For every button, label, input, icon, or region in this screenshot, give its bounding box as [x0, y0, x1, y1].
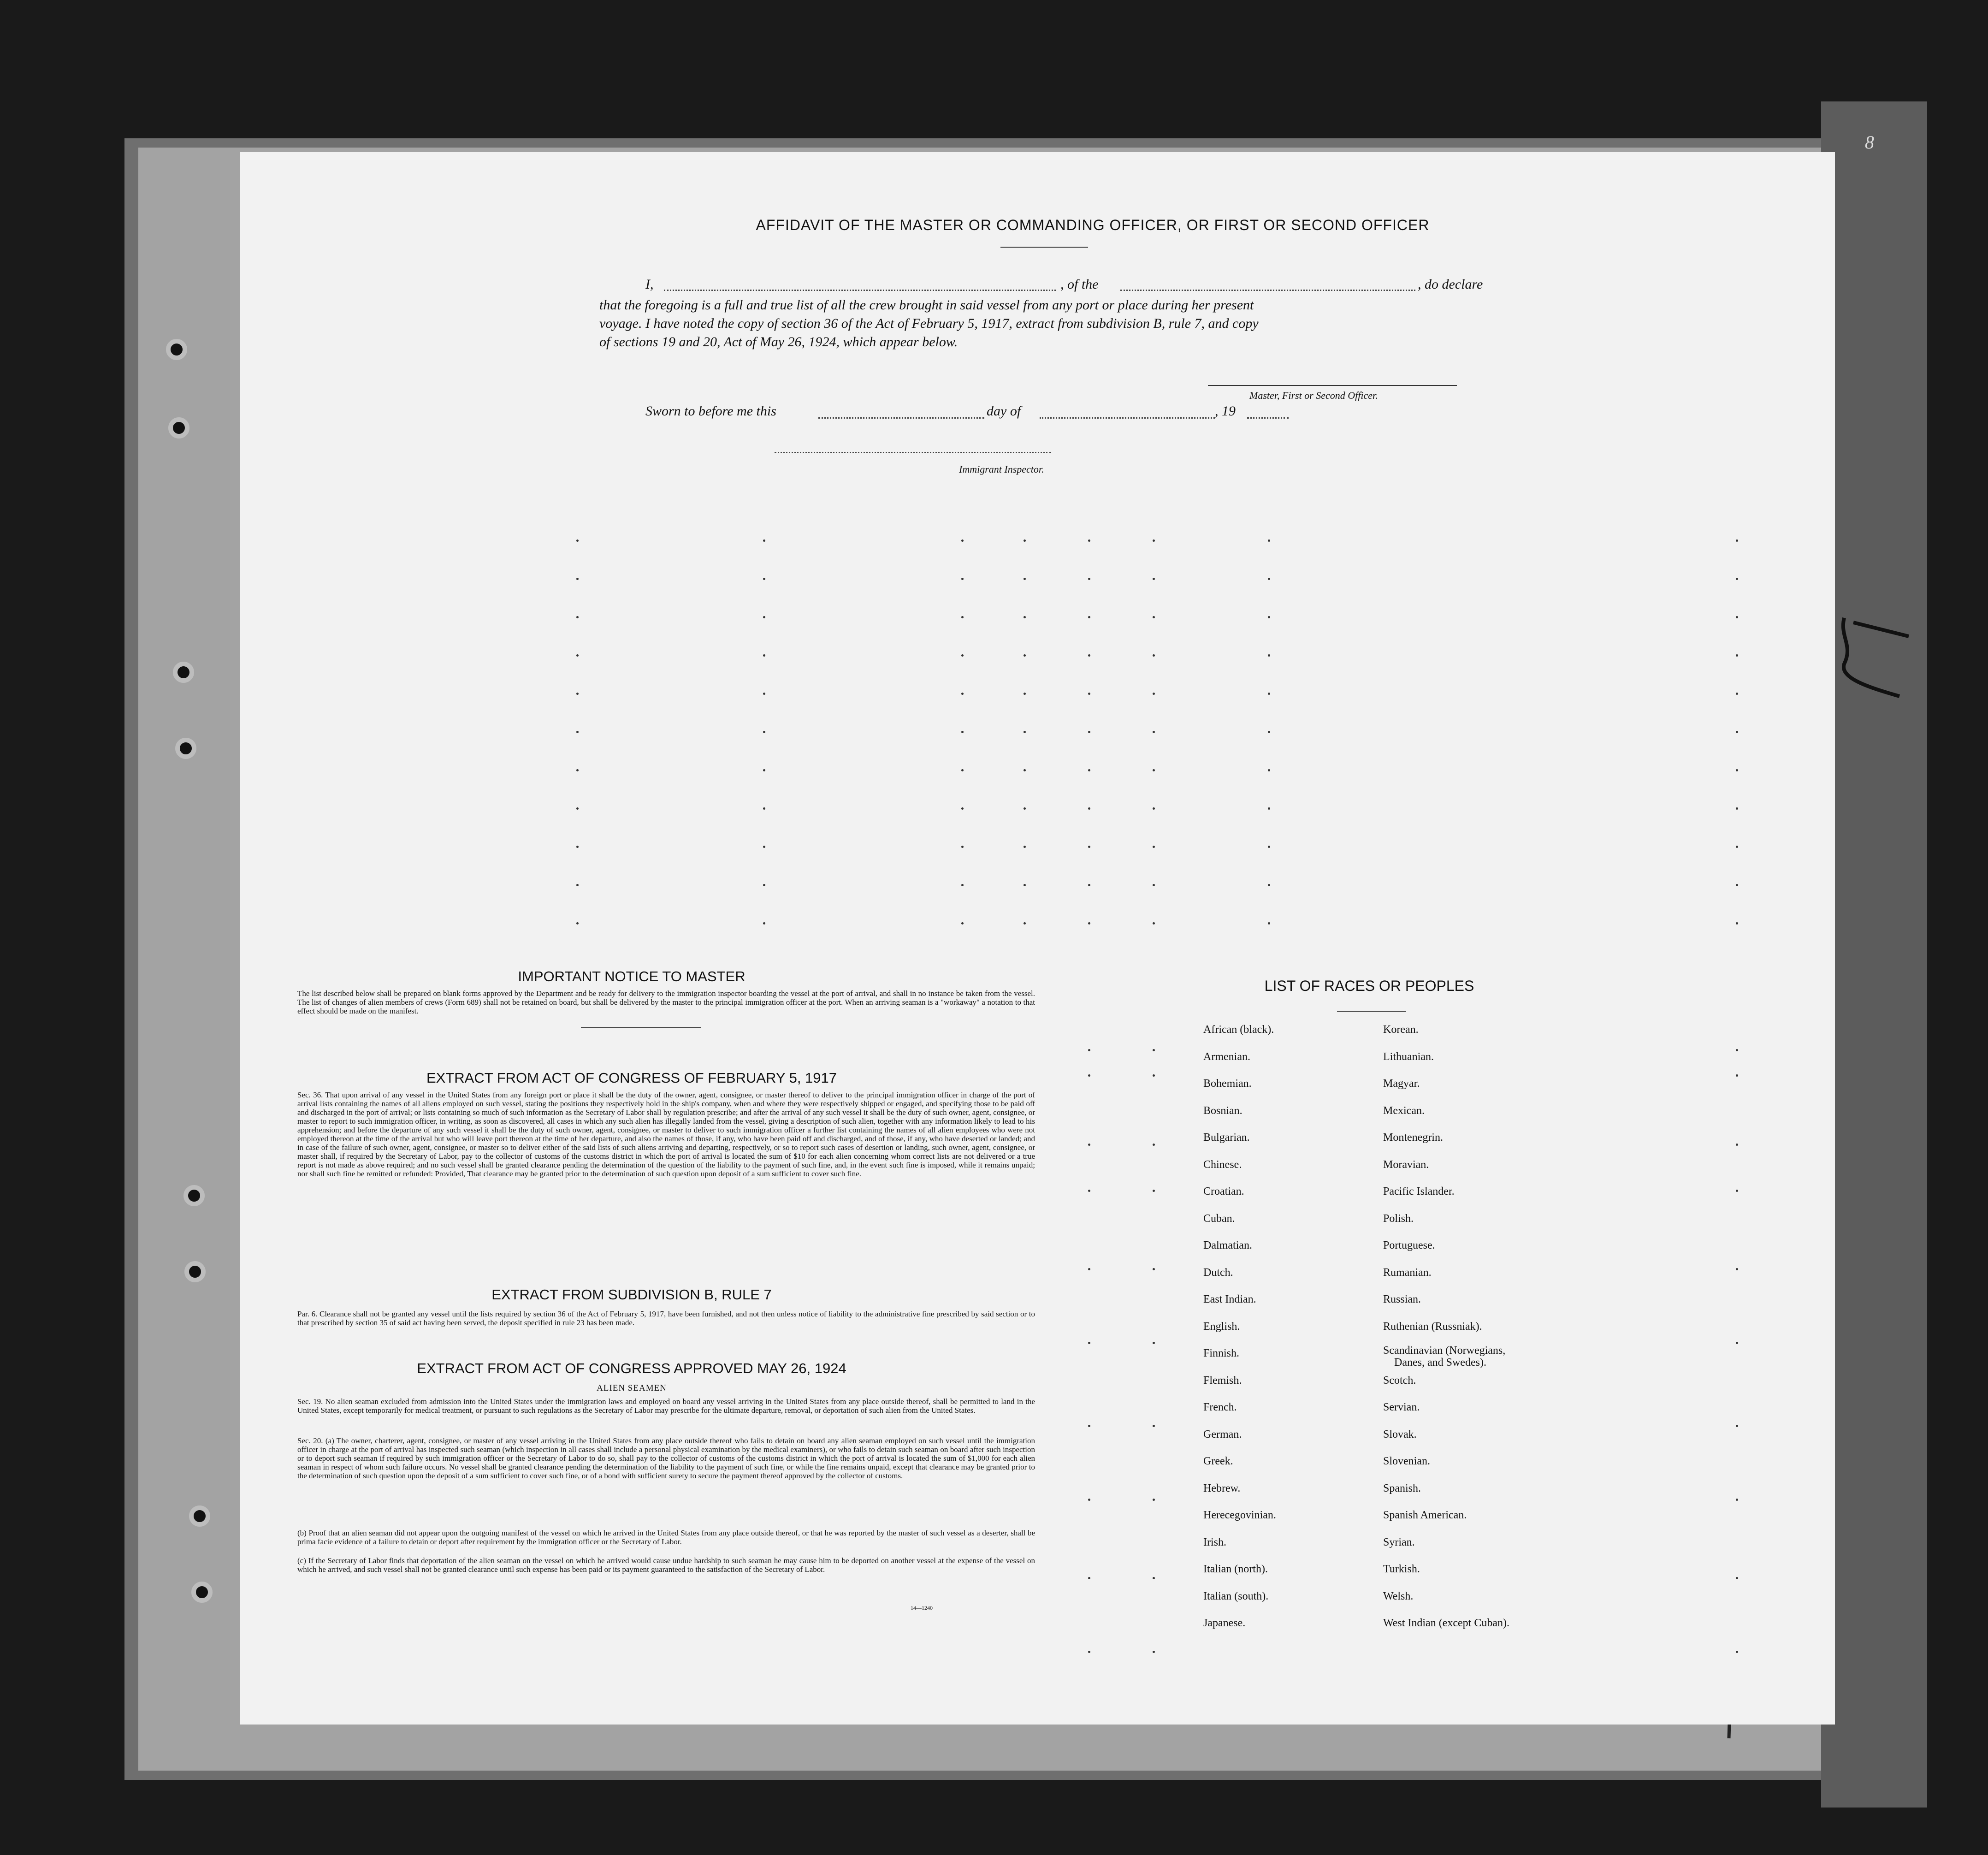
guide-dot	[1736, 846, 1738, 848]
day-blank[interactable]	[818, 417, 984, 419]
race-item: Chinese.	[1203, 1158, 1242, 1171]
race-item: Flemish.	[1203, 1374, 1242, 1387]
punch-hole	[191, 1582, 213, 1603]
guide-dot	[1153, 884, 1155, 886]
guide-dot	[576, 884, 579, 886]
guide-dot	[763, 846, 765, 848]
race-item: Scotch.	[1383, 1374, 1416, 1387]
guide-dot	[961, 769, 964, 771]
race-item: Spanish.	[1383, 1482, 1421, 1494]
side-strip	[1821, 101, 1927, 1808]
guide-dot	[1024, 539, 1026, 542]
race-item: Cuban.	[1203, 1212, 1235, 1225]
race-item: Dutch.	[1203, 1266, 1233, 1279]
guide-dot	[1024, 922, 1026, 925]
sworn-text: Sworn to before me this	[645, 403, 776, 419]
guide-dot	[576, 769, 579, 771]
race-item: Italian (south).	[1203, 1590, 1269, 1602]
race-item: West Indian (except Cuban).	[1383, 1617, 1509, 1629]
race-item: Ruthenian (Russniak).	[1383, 1320, 1482, 1333]
guide-dot	[1153, 1342, 1155, 1344]
guide-dot	[961, 884, 964, 886]
punch-hole	[189, 1505, 210, 1527]
guide-dot	[1088, 1342, 1090, 1344]
vessel-blank[interactable]	[1120, 290, 1415, 291]
guide-dot	[576, 922, 579, 925]
guide-dot	[1736, 922, 1738, 925]
extract-1924-heading: EXTRACT FROM ACT OF CONGRESS APPROVED MAY 26, 1924	[417, 1360, 846, 1376]
guide-dot	[576, 846, 579, 848]
races-heading: LIST OF RACES OR PEOPLES	[1264, 978, 1474, 994]
guide-dot	[1024, 654, 1026, 657]
year-text: , 19	[1215, 403, 1236, 419]
guide-dot	[961, 654, 964, 657]
guide-dot	[1268, 578, 1270, 580]
guide-dot	[1024, 846, 1026, 848]
affidavit-title: AFFIDAVIT OF THE MASTER OR COMMANDING OFFICER, OR FIRST OR SECOND OFFICER	[756, 217, 1430, 233]
race-item: Montenegrin.	[1383, 1132, 1443, 1144]
inspector-signature-line[interactable]	[775, 452, 1051, 453]
race-item: Syrian.	[1383, 1536, 1415, 1548]
guide-dot	[1088, 616, 1090, 618]
guide-dot	[1088, 1190, 1090, 1192]
races-list	[1203, 1024, 1757, 1629]
race-item: Portuguese.	[1383, 1239, 1435, 1251]
punch-hole	[166, 339, 187, 360]
race-item: Magyar.	[1383, 1078, 1420, 1090]
day-of-text: day of	[987, 403, 1021, 419]
guide-dot	[1088, 1499, 1090, 1501]
month-blank[interactable]	[1040, 417, 1215, 419]
guide-dot	[1088, 884, 1090, 886]
declaration-body: that the foregoing is a full and true list of all the crew brought in said vessel from any port or place during her present	[599, 297, 1254, 313]
guide-dot	[1088, 1268, 1090, 1270]
guide-dot	[1736, 769, 1738, 771]
guide-dot	[961, 539, 964, 542]
punch-hole	[173, 662, 194, 683]
race-item: Servian.	[1383, 1401, 1420, 1413]
extract-1917-heading: EXTRACT FROM ACT OF CONGRESS OF FEBRUARY 5, 1917	[426, 1070, 837, 1086]
race-item: Pacific Islander.	[1383, 1185, 1455, 1197]
guide-dot	[1153, 654, 1155, 657]
guide-dot	[1088, 1074, 1090, 1077]
race-item: Slovak.	[1383, 1428, 1417, 1440]
guide-dot	[1736, 578, 1738, 580]
signature-line[interactable]	[1208, 385, 1457, 386]
guide-dot	[763, 731, 765, 733]
punch-hole	[168, 417, 189, 439]
guide-dot	[1736, 731, 1738, 733]
race-item: Herecegovinian.	[1203, 1509, 1276, 1521]
guide-dot	[763, 922, 765, 925]
guide-dot	[1088, 1651, 1090, 1653]
sec19-text: Sec. 19. No alien seaman excluded from admission into the United States under the immigration laws and employed on board any vessel arriving in the United States from any place outside thereof, shall be permitted to land in the United States, except temporarily for medical treatment, or pursuant to such regulations as the Secretary of Labor may prescribe for the ultimate departure, removal, or deportation of such alien from the United States.	[297, 1397, 1035, 1415]
guide-dot	[763, 693, 765, 695]
guide-dot	[1088, 654, 1090, 657]
guide-dot	[763, 884, 765, 886]
guide-dot	[1268, 922, 1270, 925]
declaration-declare: , do declare	[1418, 277, 1483, 292]
guide-dot	[1153, 1499, 1155, 1501]
race-item: Japanese.	[1203, 1617, 1246, 1629]
guide-dot	[1736, 884, 1738, 886]
race-item: Lithuanian.	[1383, 1050, 1434, 1063]
declaration-i: I,	[645, 277, 654, 292]
guide-dot	[1088, 846, 1090, 848]
guide-dot	[1024, 769, 1026, 771]
guide-dot	[1024, 807, 1026, 810]
punch-hole	[175, 738, 196, 759]
divider	[1000, 247, 1088, 248]
race-item: Spanish American.	[1383, 1509, 1467, 1521]
guide-dot	[1153, 578, 1155, 580]
guide-dot	[1153, 693, 1155, 695]
guide-dot	[961, 846, 964, 848]
guide-dot	[961, 693, 964, 695]
guide-dot	[1268, 846, 1270, 848]
guide-dot	[576, 539, 579, 542]
year-blank[interactable]	[1247, 417, 1289, 419]
race-item: Rumanian.	[1383, 1266, 1432, 1279]
guide-dot	[1088, 807, 1090, 810]
notice-heading: IMPORTANT NOTICE TO MASTER	[518, 968, 746, 984]
guide-dot	[1024, 616, 1026, 618]
guide-dot	[1088, 731, 1090, 733]
guide-dot	[961, 616, 964, 618]
punch-hole	[184, 1261, 206, 1282]
guide-dot	[1736, 616, 1738, 618]
guide-dot	[1088, 578, 1090, 580]
guide-dot	[1088, 922, 1090, 925]
guide-dot	[1153, 1049, 1155, 1051]
guide-dot	[763, 807, 765, 810]
race-item: Bohemian.	[1203, 1078, 1252, 1090]
guide-dot	[1153, 1190, 1155, 1192]
guide-dot	[1024, 731, 1026, 733]
extract-1917-text: Sec. 36. That upon arrival of any vessel in the United States from any foreign port or place it shall be the duty of the owner, agent, consignee, or master thereof to deliver to the principal immigration officer in charge of the port of arrival lists containing the names of all aliens employed on such vessel, stating the positions they respectively hold in the ship's company, when and where they were respectively shipped or engaged, and specifying those to be paid off and discharged in the port of arrival; or lists containing so much of such information as the Secretary of Labor shall by regulation prescribe; and after the arrival of any such vessel it shall be the duty of such owner, agent, consignee, or master to report to such immigration officer, in writing, as soon as discovered, all cases in which any such alien has illegally landed from the vessel, giving a description of such alien, together with any information likely to lead to his apprehension; and before the departure of any such vessel it shall be the duty of such owner, agent, consignee, or master to deliver to such immigration officer a further list containing the names of all alien employees who were not employed thereon at the time of the arrival but who will leave port thereon at the time of her departure, and also the names of those, if any, who have been paid off and discharged, and of those, if any, who have deserted or landed; and in case of the failure of such owner, agent, consignee, or master so to deliver either of the said lists of such aliens arriving and departing, respectively, or so to report such cases of desertion or landing, such owner, agent, consignee, or master shall, if required by the Secretary of Labor, pay to the collector of customs of the customs district in which the port of arrival is located the sum of $10 for each alien concerning whom correct lists are not delivered or a true report is not made as above required; and no such vessel shall be granted clearance pending the determination of the question of the liability to the payment of such fine, and, in the event such fine is imposed, while it remains unpaid; nor shall such fine be remitted or refunded: Provided, That clearance may be granted prior to the determination of such question upon deposit of a sum sufficient to cover such fine.	[297, 1090, 1035, 1178]
guide-dot	[1153, 807, 1155, 810]
declaration-body: of sections 19 and 20, Act of May 26, 1924, which appear below.	[599, 334, 958, 350]
form-number: 14—1240	[911, 1605, 933, 1611]
guide-dot	[1024, 884, 1026, 886]
subdivision-b-heading: EXTRACT FROM SUBDIVISION B, RULE 7	[491, 1286, 772, 1303]
manifest-sheet	[240, 152, 1835, 1725]
guide-dot	[1153, 846, 1155, 848]
guide-dot	[1024, 578, 1026, 580]
divider	[1337, 1011, 1406, 1012]
guide-dot	[1088, 693, 1090, 695]
guide-dot	[1153, 616, 1155, 618]
guide-dot	[961, 922, 964, 925]
guide-dot	[1088, 1425, 1090, 1427]
guide-dot	[1153, 539, 1155, 542]
guide-dot	[961, 807, 964, 810]
guide-dot	[763, 616, 765, 618]
guide-dot	[1088, 1577, 1090, 1579]
guide-dot	[1153, 1577, 1155, 1579]
guide-dot	[763, 769, 765, 771]
guide-dot	[1268, 616, 1270, 618]
race-item: Moravian.	[1383, 1158, 1429, 1171]
race-item: Armenian.	[1203, 1050, 1250, 1063]
race-item: East Indian.	[1203, 1293, 1256, 1305]
guide-dot	[1268, 807, 1270, 810]
race-item: Russian.	[1383, 1293, 1421, 1305]
sec20c-text: (c) If the Secretary of Labor finds that deportation of the alien seaman on the vessel on which he arrived would cause undue hardship to such seaman he may cause him to be deported on another vessel at the expense of the vessel on which he arrived, and such vessel shall not be granted clearance until such expense has been paid or its payment guaranteed to the satisfaction of the Secretary of Labor.	[297, 1556, 1035, 1574]
race-item: Croatian.	[1203, 1185, 1244, 1197]
race-item: Polish.	[1383, 1212, 1414, 1225]
guide-dot	[1268, 539, 1270, 542]
guide-dot	[1153, 922, 1155, 925]
guide-dot	[1268, 654, 1270, 657]
race-item: Dalmatian.	[1203, 1239, 1252, 1251]
guide-dot	[576, 616, 579, 618]
race-item: German.	[1203, 1428, 1242, 1440]
race-item: Bulgarian.	[1203, 1132, 1250, 1144]
guide-dot	[1088, 1049, 1090, 1051]
guide-dot	[1736, 539, 1738, 542]
race-item: English.	[1203, 1320, 1240, 1333]
race-item: Mexican.	[1383, 1104, 1425, 1117]
guide-dot	[1268, 731, 1270, 733]
punch-hole	[183, 1185, 205, 1206]
guide-dot	[576, 654, 579, 657]
guide-dot	[1024, 693, 1026, 695]
guide-dot	[1736, 1651, 1738, 1653]
guide-dot	[763, 654, 765, 657]
guide-dot	[1153, 1651, 1155, 1653]
race-item: Italian (north).	[1203, 1563, 1268, 1575]
guide-dot	[1088, 1144, 1090, 1146]
guide-dot	[961, 578, 964, 580]
race-item: Welsh.	[1383, 1590, 1414, 1602]
guide-dot	[763, 539, 765, 542]
guide-dot	[576, 578, 579, 580]
guide-dot	[1153, 1144, 1155, 1146]
race-item: Korean.	[1383, 1024, 1419, 1036]
guide-dot	[1088, 769, 1090, 771]
guide-dot	[1153, 1425, 1155, 1427]
subdivision-b-text: Par. 6. Clearance shall not be granted any vessel until the lists required by section 36 of the Act of February 5, 1917, have been furnished, and not then unless notice of liability to the administrative fine prescribed by said section or to that prescribed by section 35 of said act having been served, the deposit specified in rule 23 has been made.	[297, 1310, 1035, 1327]
guide-dot	[1153, 1074, 1155, 1077]
sec20b-text: (b) Proof that an alien seaman did not appear upon the outgoing manifest of the vessel on which he arrived in the United States from any place outside thereof, or that he was reported by the master of such vessel as a deserter, shall be prima facie evidence of a failure to detain or deport after requirement by the immigration officer or the Secretary of Labor.	[297, 1529, 1035, 1546]
declaration-body: voyage. I have noted the copy of section 36 of the Act of February 5, 1917, extract from subdivision B, rule 7, and copy	[599, 316, 1259, 331]
race-item: Scandinavian (Norwegians, Danes, and Swedes).	[1383, 1345, 1506, 1369]
guide-dot	[763, 578, 765, 580]
guide-dot	[1736, 693, 1738, 695]
divider	[581, 1027, 701, 1028]
race-item: Bosnian.	[1203, 1104, 1242, 1117]
guide-dot	[576, 807, 579, 810]
guide-dot	[1088, 539, 1090, 542]
guide-dot	[1736, 654, 1738, 657]
guide-dot	[1153, 731, 1155, 733]
race-item: French.	[1203, 1401, 1237, 1413]
guide-dot	[1153, 769, 1155, 771]
guide-dot	[1736, 807, 1738, 810]
guide-dot	[576, 731, 579, 733]
race-item: Greek.	[1203, 1455, 1233, 1467]
sec20a-text: Sec. 20. (a) The owner, charterer, agent, consignee, or master of any vessel arriving in the United States from any place outside thereof who fails to detain on board any alien seaman employed on such vessel until the immigration officer in charge at the port of arrival has inspected such seaman (which inspection in all cases shall include a personal physical examination by the medical examiners), or who fails to detain such seaman on board after such inspection or to deport such seaman if required by such immigration officer or the Secretary of Labor to do so, shall pay to the collector of customs of the customs district in which the port of arrival is located the sum of $1,000 for each alien seaman in respect of whom such failure occurs. No vessel shall be granted clearance pending the determination of the liability to the payment of such fine, or while the fine remains unpaid, except that clearance may be granted prior to the determination of such question upon the deposit of a sum sufficient to cover such fine, or of a bond with sufficient surety to secure the payment thereof approved by the collector of customs.	[297, 1436, 1035, 1480]
race-item: African (black).	[1203, 1024, 1274, 1036]
corner-number: 8	[1865, 132, 1874, 153]
race-item: Turkish.	[1383, 1563, 1420, 1575]
inspector-label: Immigrant Inspector.	[959, 463, 1044, 475]
guide-dot	[1268, 884, 1270, 886]
race-item: Irish.	[1203, 1536, 1226, 1548]
master-label: Master, First or Second Officer.	[1249, 390, 1378, 401]
race-item: Hebrew.	[1203, 1482, 1241, 1494]
race-item: Slovenian.	[1383, 1455, 1430, 1467]
guide-dot	[1268, 693, 1270, 695]
guide-dot	[576, 693, 579, 695]
notice-text: The list described below shall be prepared on blank forms approved by the Department and be ready for delivery to the immigration inspector boarding the vessel at the port of arrival, and shall in no instance be taken from the vessel. The list of changes of alien members of crews (Form 689) shall not be retained on board, but shall be delivered by the master to the principal immigration officer at the port. When an arriving seaman is a "workaway" a notation to that effect should be made on the manifest.	[297, 989, 1035, 1015]
handwritten-mark	[1826, 609, 1918, 710]
guide-dot	[1153, 1268, 1155, 1270]
guide-dot	[1268, 769, 1270, 771]
alien-seamen-subheading: ALIEN SEAMEN	[597, 1383, 667, 1393]
race-item: Finnish.	[1203, 1347, 1240, 1359]
guide-dot	[961, 731, 964, 733]
declaration-of-the: , of the	[1060, 277, 1099, 292]
name-blank[interactable]	[664, 290, 1056, 291]
